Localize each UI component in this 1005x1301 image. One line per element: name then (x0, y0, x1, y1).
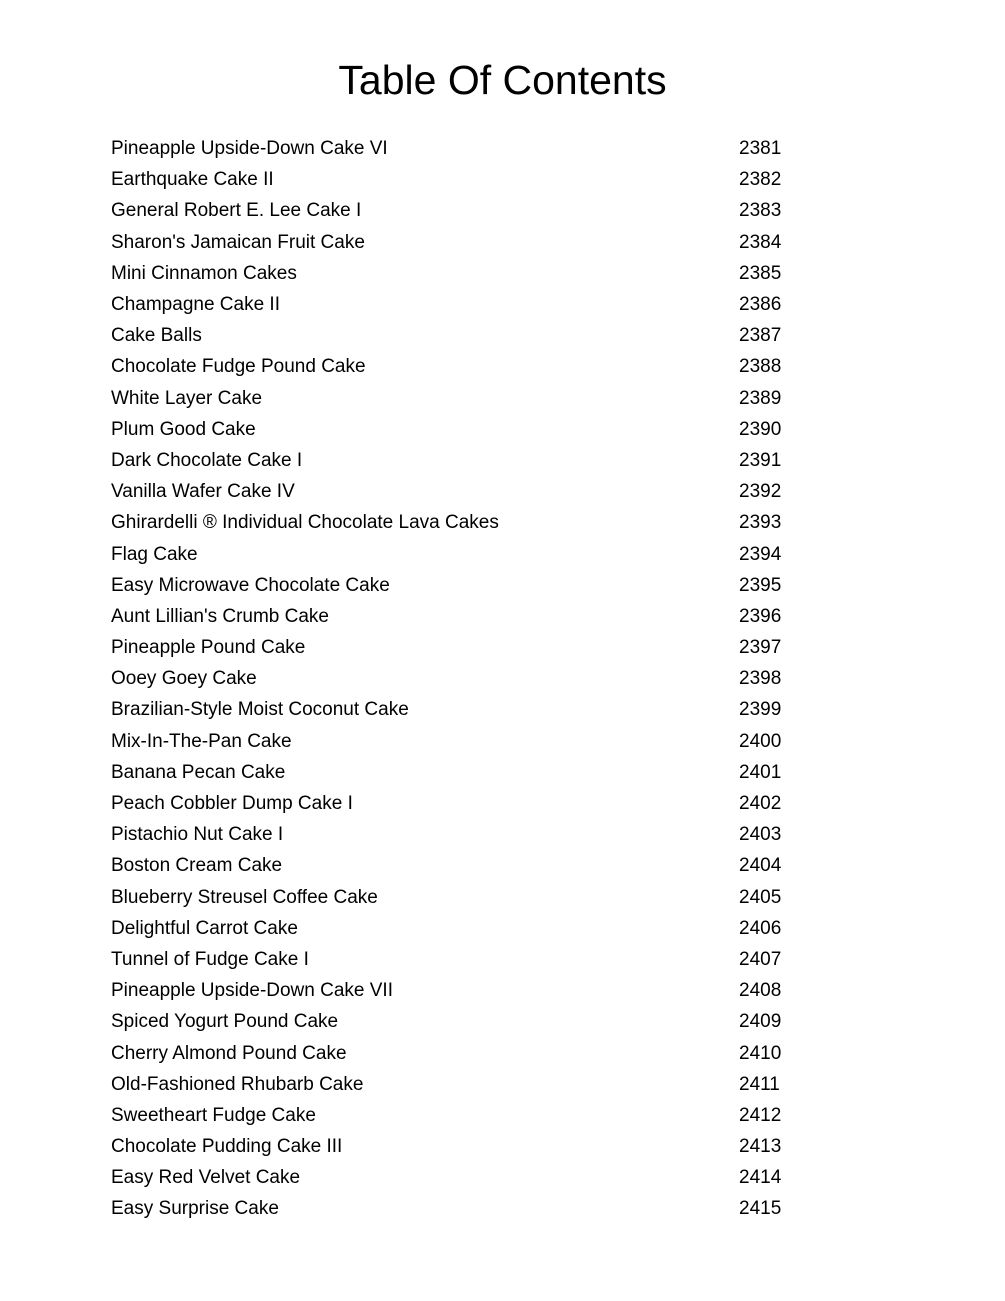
toc-entry-title: Easy Red Velvet Cake (111, 1167, 301, 1189)
toc-entry-page-number: 2387 (739, 325, 782, 347)
toc-entry-page-number: 2408 (739, 980, 782, 1002)
toc-entry (111, 882, 811, 913)
toc-entry-page-number: 2410 (739, 1042, 782, 1064)
toc-entry (111, 694, 811, 725)
toc-entry-page-number: 2403 (739, 824, 782, 846)
toc-entry-page-number: 2395 (739, 574, 782, 596)
toc-entry (111, 476, 811, 507)
toc-entry-page-number: 2412 (739, 1104, 782, 1126)
toc-entry-title: Pineapple Upside-Down Cake VI (111, 138, 388, 160)
toc-entry (111, 227, 811, 258)
toc-entry (111, 414, 811, 445)
toc-entry-title: Ooey Goey Cake (111, 668, 257, 690)
toc-entry-title: Sweetheart Fudge Cake (111, 1104, 316, 1126)
toc-entry-title: Dark Chocolate Cake I (111, 449, 303, 471)
toc-entry-title: Pistachio Nut Cake I (111, 824, 284, 846)
toc-entry-title: Banana Pecan Cake (111, 761, 286, 783)
toc-entry-page-number: 2413 (739, 1136, 782, 1158)
toc-entry-page-number: 2394 (739, 543, 782, 565)
toc-entry (111, 164, 811, 195)
toc-entry-title: Easy Surprise Cake (111, 1198, 279, 1220)
toc-entry-title: Brazilian-Style Moist Coconut Cake (111, 699, 409, 721)
toc-entry-title: Old-Fashioned Rhubarb Cake (111, 1073, 364, 1095)
toc-entry-page-number: 2393 (739, 512, 782, 534)
toc-entry (111, 1100, 811, 1131)
toc-entry-title: Chocolate Fudge Pound Cake (111, 356, 366, 378)
toc-entry-page-number: 2398 (739, 668, 782, 690)
toc-entry (111, 133, 811, 164)
toc-entry (111, 320, 811, 351)
toc-entry-title: Earthquake Cake II (111, 169, 274, 191)
toc-entry-page-number: 2411 (739, 1073, 780, 1095)
toc-entry-title: Ghirardelli ® Individual Chocolate Lava Cakes (111, 512, 499, 534)
toc-entry-page-number: 2399 (739, 699, 782, 721)
toc-entry (111, 1006, 811, 1037)
toc-entry-page-number: 2391 (739, 449, 782, 471)
toc-entry-page-number: 2388 (739, 356, 782, 378)
toc-entry-page-number: 2385 (739, 262, 782, 284)
toc-entry (111, 445, 811, 476)
toc-entry-page-number: 2414 (739, 1167, 782, 1189)
toc-entry-page-number: 2396 (739, 605, 782, 627)
toc-entry-title: Chocolate Pudding Cake III (111, 1136, 343, 1158)
toc-entry-page-number: 2382 (739, 169, 782, 191)
toc-entry-title: Mix-In-The-Pan Cake (111, 730, 292, 752)
toc-entry-title: Aunt Lillian's Crumb Cake (111, 605, 329, 627)
toc-entry-title: Flag Cake (111, 543, 198, 565)
toc-entry-page-number: 2397 (739, 637, 782, 659)
toc-entry (111, 913, 811, 944)
toc-entry-page-number: 2389 (739, 387, 782, 409)
toc-entry-page-number: 2381 (739, 138, 782, 160)
toc-entry (111, 632, 811, 663)
toc-entry (111, 1069, 811, 1100)
toc-entry-page-number: 2384 (739, 231, 782, 253)
toc-entry (111, 351, 811, 382)
toc-entry-title: Tunnel of Fudge Cake I (111, 948, 309, 970)
toc-entry (111, 1162, 811, 1193)
toc-entry (111, 1131, 811, 1162)
toc-entry-title: Sharon's Jamaican Fruit Cake (111, 231, 365, 253)
toc-entry-title: Pineapple Pound Cake (111, 637, 306, 659)
toc-entry-title: Delightful Carrot Cake (111, 917, 298, 939)
toc-entry (111, 850, 811, 881)
toc-entry-title: Cherry Almond Pound Cake (111, 1042, 347, 1064)
toc-entry (111, 195, 811, 226)
page-title: Table Of Contents (338, 57, 667, 103)
toc-entry-page-number: 2392 (739, 481, 782, 503)
toc-entry-title: Champagne Cake II (111, 294, 280, 316)
toc-entry-page-number: 2404 (739, 855, 782, 877)
toc-entry-page-number: 2400 (739, 730, 782, 752)
toc-entry (111, 944, 811, 975)
toc-entry (111, 663, 811, 694)
toc-entry (111, 726, 811, 757)
toc-entry-page-number: 2405 (739, 886, 782, 908)
toc-entry (111, 538, 811, 569)
toc-entry-page-number: 2402 (739, 793, 782, 815)
toc-entry (111, 383, 811, 414)
toc-entry-title: White Layer Cake (111, 387, 263, 409)
toc-entry-page-number: 2386 (739, 294, 782, 316)
toc-entry (111, 570, 811, 601)
toc-entry (111, 258, 811, 289)
toc-entry (111, 975, 811, 1006)
toc-entry (111, 788, 811, 819)
toc-entry-page-number: 2401 (739, 761, 782, 783)
toc-entry-title: Vanilla Wafer Cake IV (111, 481, 295, 503)
toc-entry-title: Mini Cinnamon Cakes (111, 262, 297, 284)
toc-entry (111, 1037, 811, 1068)
toc-entry-title: Cake Balls (111, 325, 202, 347)
toc-entry-page-number: 2390 (739, 418, 782, 440)
toc-entry (111, 289, 811, 320)
toc-entry-page-number: 2407 (739, 948, 782, 970)
toc-entry (111, 601, 811, 632)
toc-list (111, 133, 811, 1225)
toc-entry (111, 819, 811, 850)
toc-entry-title: General Robert E. Lee Cake I (111, 200, 362, 222)
toc-entry-title: Spiced Yogurt Pound Cake (111, 1011, 339, 1033)
toc-entry-title: Plum Good Cake (111, 418, 256, 440)
toc-entry (111, 1193, 811, 1224)
toc-entry-title: Boston Cream Cake (111, 855, 283, 877)
toc-entry-title: Peach Cobbler Dump Cake I (111, 793, 353, 815)
toc-entry-title: Pineapple Upside-Down Cake VII (111, 980, 393, 1002)
toc-entry-page-number: 2383 (739, 200, 782, 222)
toc-entry-page-number: 2415 (739, 1198, 782, 1220)
toc-entry-page-number: 2409 (739, 1011, 782, 1033)
toc-entry-title: Blueberry Streusel Coffee Cake (111, 886, 378, 908)
toc-entry (111, 757, 811, 788)
toc-entry (111, 507, 811, 538)
toc-entry-title: Easy Microwave Chocolate Cake (111, 574, 390, 596)
toc-entry-page-number: 2406 (739, 917, 782, 939)
